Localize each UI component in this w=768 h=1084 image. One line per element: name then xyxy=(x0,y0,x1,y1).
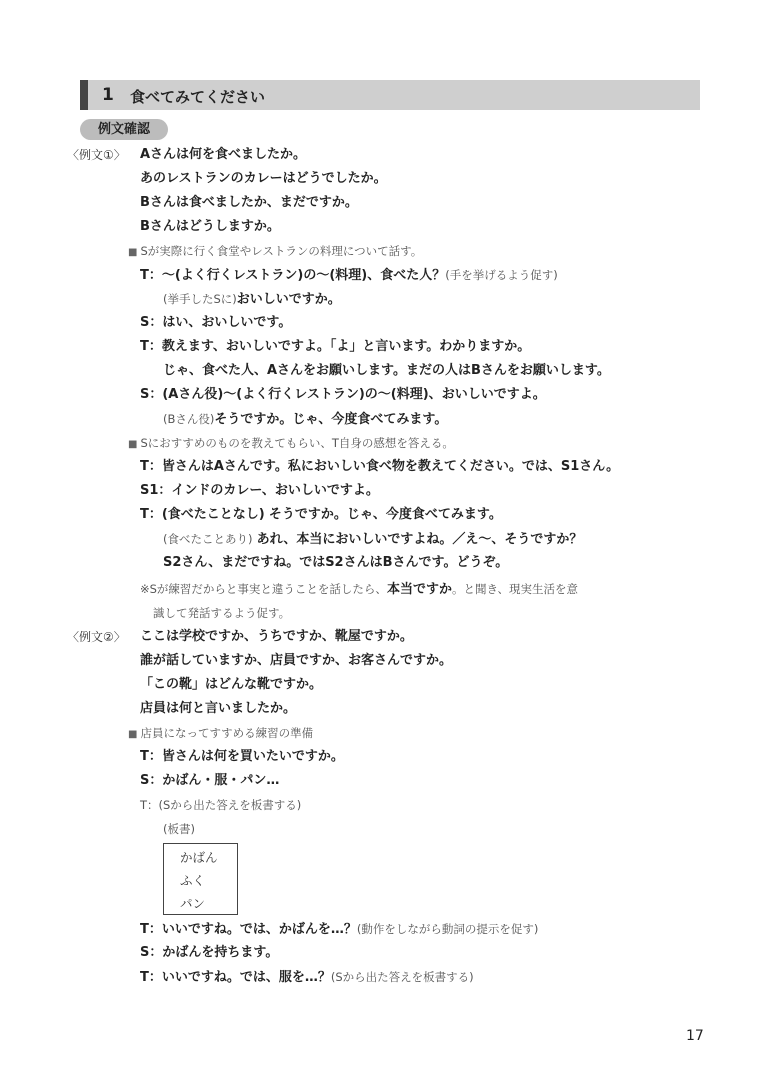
board-item: ふく xyxy=(180,873,206,888)
ex1-teacher-line-2: T：教えます、おいしいですよ。「よ」と言います。わかりますか。 xyxy=(140,339,531,354)
ex1-student-line-2 xyxy=(140,386,546,404)
ex2-topic xyxy=(128,724,313,744)
page-number: 17 xyxy=(686,1028,704,1044)
ex1-question-2: あのレストランのカレーはどうでしたか。 xyxy=(140,171,387,186)
board-item: パン xyxy=(180,896,206,911)
ex1-note-b: 本当ですか xyxy=(386,582,452,597)
ex1-topic-2 xyxy=(128,434,454,454)
ex2-teacher-line-2 xyxy=(140,796,301,815)
square-bullet-icon: ■ xyxy=(128,439,138,450)
ex1-student-line-1: S：はい、おいしいです。 xyxy=(140,315,292,330)
example-2-label: 〈例文②〉 xyxy=(67,630,126,644)
ex2-t3-part-a: T：いいですね。では、かばんを…？ xyxy=(140,922,357,937)
ex2-question-2: 誰が話していますか、店員ですか、お客さんですか。 xyxy=(140,653,453,668)
ex1-t4-cont1-b: あれ、本当においしいですよね。／え〜、そうですか？ xyxy=(256,532,583,547)
ex1-s2-part-a: S：(Aさん役)〜(よく行くレストラン)の〜(料理)、 xyxy=(140,387,442,402)
ex2-board-label: (板書) xyxy=(163,822,195,836)
ex2-teacher-line-3 xyxy=(140,920,538,939)
square-bullet-icon: ■ xyxy=(128,247,138,258)
ex1-t4-part-b: そうですか。じゃ、今度食べてみます。 xyxy=(268,507,502,522)
ex1-t1-part-a: T：〜(よく行くレストラン)の〜(料理)、 xyxy=(140,268,381,283)
ex1-s2-cont-b: そうですか。じゃ、今度食べてみます。 xyxy=(214,412,448,427)
ex1-s2-cont-a: (Bさん役) xyxy=(163,412,215,426)
section-title: 食べてみてください xyxy=(130,88,266,106)
board-box xyxy=(163,843,238,915)
ex1-s2-part-b: おいしいですよ。 xyxy=(441,387,546,402)
ex1-topic-1-text: Sが実際に行く食堂やレストランの料理について話す。 xyxy=(140,244,423,258)
ex2-question-1: ここは学校ですか、うちですか、靴屋ですか。 xyxy=(140,629,413,644)
ex1-t4-part-a: T：(食べたことなし) xyxy=(140,507,265,522)
ex1-teacher-line-1 xyxy=(140,266,558,285)
ex1-question-1: Aさんは何を食べましたか。 xyxy=(140,147,307,162)
ex1-question-3: Bさんは食べましたか、まだですか。 xyxy=(140,195,358,210)
square-bullet-icon: ■ xyxy=(128,729,138,740)
ex2-teacher-line-1: T：皆さんは何を買いたいですか。 xyxy=(140,749,344,764)
ex1-student-line-2-cont xyxy=(163,410,447,429)
ex2-t4-part-a: T：いいですね。では、服を…？ xyxy=(140,970,331,985)
ex1-t1-cont-a: (挙手したSに) xyxy=(163,292,237,306)
ex2-t4-part-b: (Sから出た答えを板書する) xyxy=(330,970,474,984)
example-1-label: 〈例文①〉 xyxy=(67,148,126,162)
ex2-question-4: 店員は何と言いましたか。 xyxy=(140,701,297,716)
ex1-teacher-line-4-cont-1 xyxy=(163,530,582,549)
ex1-teacher-line-3: T：皆さんはAさんです。私においしい食べ物を教えてください。では、S1さん。 xyxy=(140,459,620,474)
ex1-t1-cont-b: おいしいですか。 xyxy=(236,292,341,307)
ex2-student-line-1: S：かばん・服・パン… xyxy=(140,773,280,788)
section-header xyxy=(80,80,700,110)
ex1-note xyxy=(140,580,578,599)
ex2-topic-text: 店員になってすすめる練習の準備 xyxy=(140,726,314,740)
example-check-label: 例文確認 xyxy=(80,119,168,140)
board-item: かばん xyxy=(180,850,218,865)
ex1-note-cont: 識して発話するよう促す。 xyxy=(153,606,291,620)
ex1-t1-part-c: (手を挙げるよう促す) xyxy=(445,268,558,282)
ex1-teacher-line-2-cont: じゃ、食べた人、Aさんをお願いします。まだの人はBさんをお願いします。 xyxy=(163,363,610,378)
ex2-t3-part-b: (動作をしながら動詞の提示を促す) xyxy=(356,922,539,936)
ex1-teacher-line-1-cont xyxy=(163,290,341,309)
ex2-question-3: 「この靴」はどんな靴ですか。 xyxy=(140,677,323,692)
ex1-question-4: Bさんはどうしますか。 xyxy=(140,219,280,234)
ex1-note-a: ※Sが練習だからと事実と違うことを話したら、 xyxy=(140,582,387,596)
ex1-note-c: 。と聞き、現実生活を意 xyxy=(451,582,578,596)
section-number: 1 xyxy=(102,85,114,105)
ex1-topic-1 xyxy=(128,242,422,262)
section-stripe xyxy=(80,80,88,110)
ex1-teacher-line-4 xyxy=(140,506,502,524)
ex2-t2-text: T：(Sから出た答えを板書する) xyxy=(140,798,302,812)
ex1-student-line-3: S1：インドのカレー、おいしいですよ。 xyxy=(140,483,379,498)
ex1-t4-cont1-a: (食べたことあり) xyxy=(163,532,253,546)
ex1-t1-part-b: 食べた人？ xyxy=(380,268,446,283)
ex2-teacher-line-4 xyxy=(140,968,474,987)
ex1-teacher-line-4-cont-2: S2さん、まだですね。ではS2さんはBさんです。どうぞ。 xyxy=(163,555,509,570)
ex2-student-line-2: S：かばんを持ちます。 xyxy=(140,945,279,960)
ex1-topic-2-text: Sにおすすめのものを教えてもらい、T自身の感想を答える。 xyxy=(140,436,454,450)
